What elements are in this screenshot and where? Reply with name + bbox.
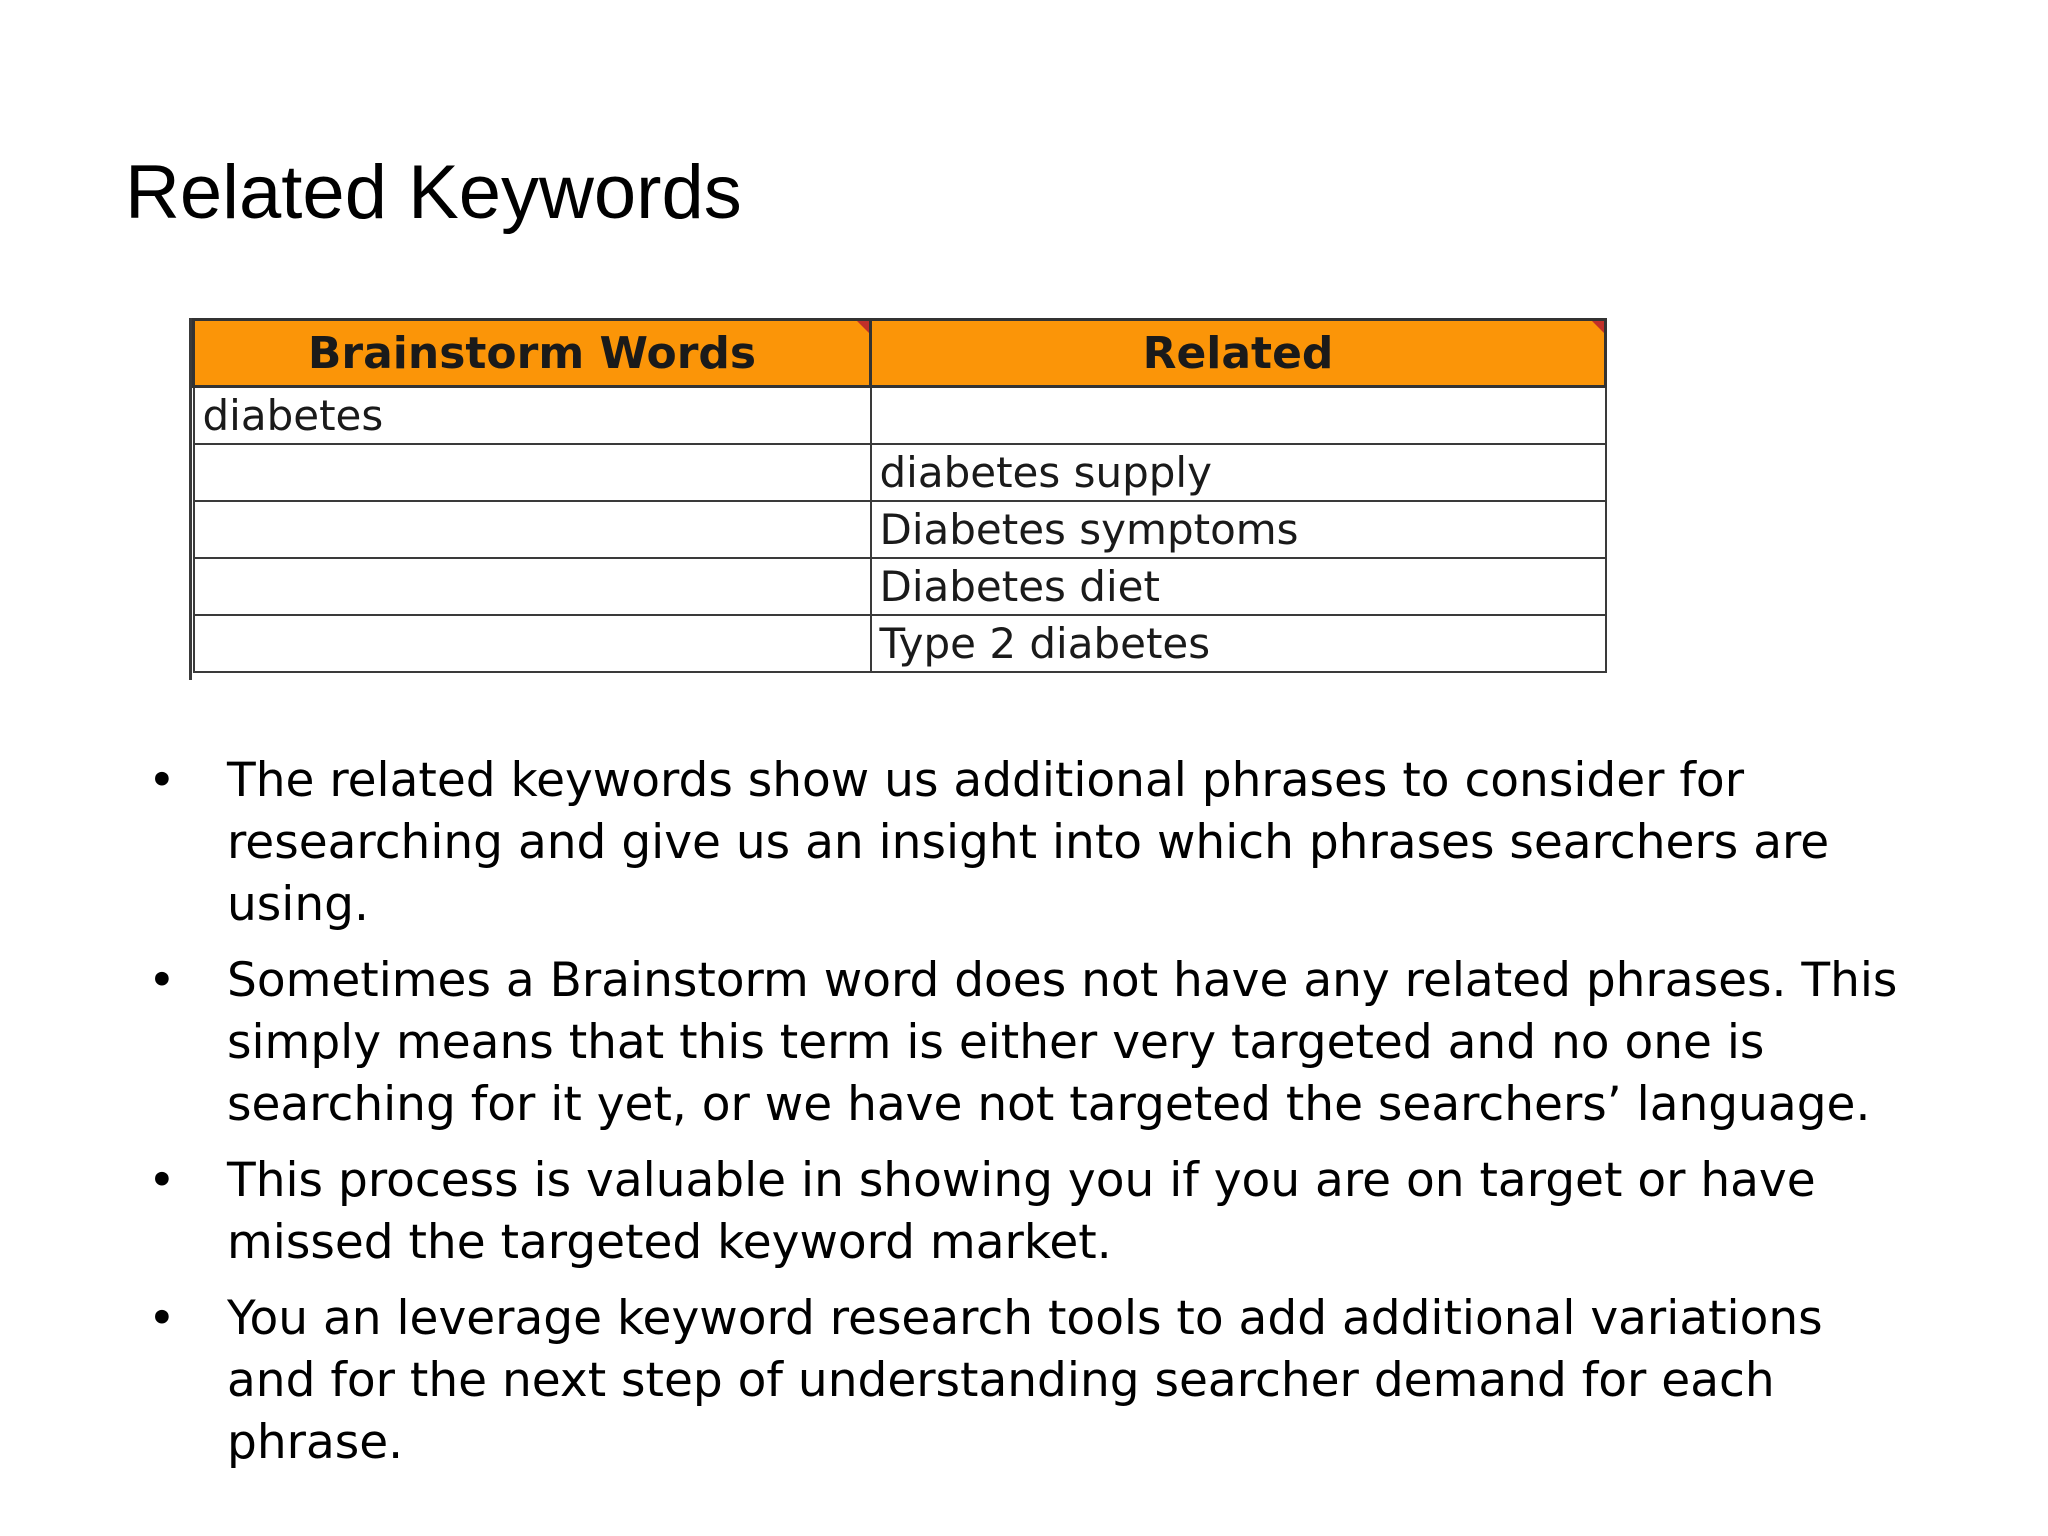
- bullet-item: [140, 750, 1920, 936]
- table-row: [194, 615, 1606, 672]
- bullet-list: [140, 750, 1920, 1488]
- bullet-item: [140, 1150, 1920, 1274]
- brainstorm-cell: [194, 615, 871, 672]
- bullet-text: The related keywords show us additional phrases to consider for researching and give us an insight into which phrases searchers are using.: [227, 753, 1830, 932]
- keyword-table-image: [189, 318, 1611, 680]
- table-row: [194, 444, 1606, 501]
- brainstorm-cell: [194, 558, 871, 615]
- related-cell: Diabetes symptoms: [871, 501, 1606, 558]
- related-cell: [871, 387, 1606, 445]
- table-header-row: [194, 320, 1606, 387]
- bullet-item: [140, 1288, 1920, 1474]
- slide-title: Related Keywords: [125, 150, 742, 235]
- related-cell: Diabetes diet: [871, 558, 1606, 615]
- table-row: [194, 558, 1606, 615]
- comment-marker-icon: [857, 321, 869, 333]
- header-brainstorm-words: [194, 320, 871, 387]
- brainstorm-cell: [194, 444, 871, 501]
- comment-marker-icon: [1592, 321, 1604, 333]
- bullet-text: This process is valuable in showing you if you are on target or have missed the targeted keyword market.: [227, 1153, 1816, 1270]
- brainstorm-cell: [194, 501, 871, 558]
- bullet-icon: •: [148, 1291, 176, 1346]
- keyword-table: [192, 318, 1607, 673]
- header-label: Related: [1142, 327, 1334, 379]
- header-related: [871, 320, 1606, 387]
- bullet-item: [140, 950, 1920, 1136]
- bullet-icon: •: [148, 1153, 176, 1208]
- table-row: [194, 501, 1606, 558]
- related-cell: Type 2 diabetes: [871, 615, 1606, 672]
- table-row: [194, 387, 1606, 445]
- bullet-icon: •: [148, 953, 176, 1008]
- bullet-text: Sometimes a Brainstorm word does not have any related phrases. This simply means that this term is either very targeted and no one is searching for it yet, or we have not targeted the searchers’ language.: [227, 953, 1898, 1132]
- related-cell: diabetes supply: [871, 444, 1606, 501]
- header-label: Brainstorm Words: [307, 327, 757, 379]
- bullet-text: You an leverage keyword research tools to add additional variations and for the next step of understanding searcher demand for each phrase.: [227, 1291, 1823, 1470]
- brainstorm-cell: diabetes: [194, 387, 871, 445]
- bullet-icon: •: [148, 753, 176, 808]
